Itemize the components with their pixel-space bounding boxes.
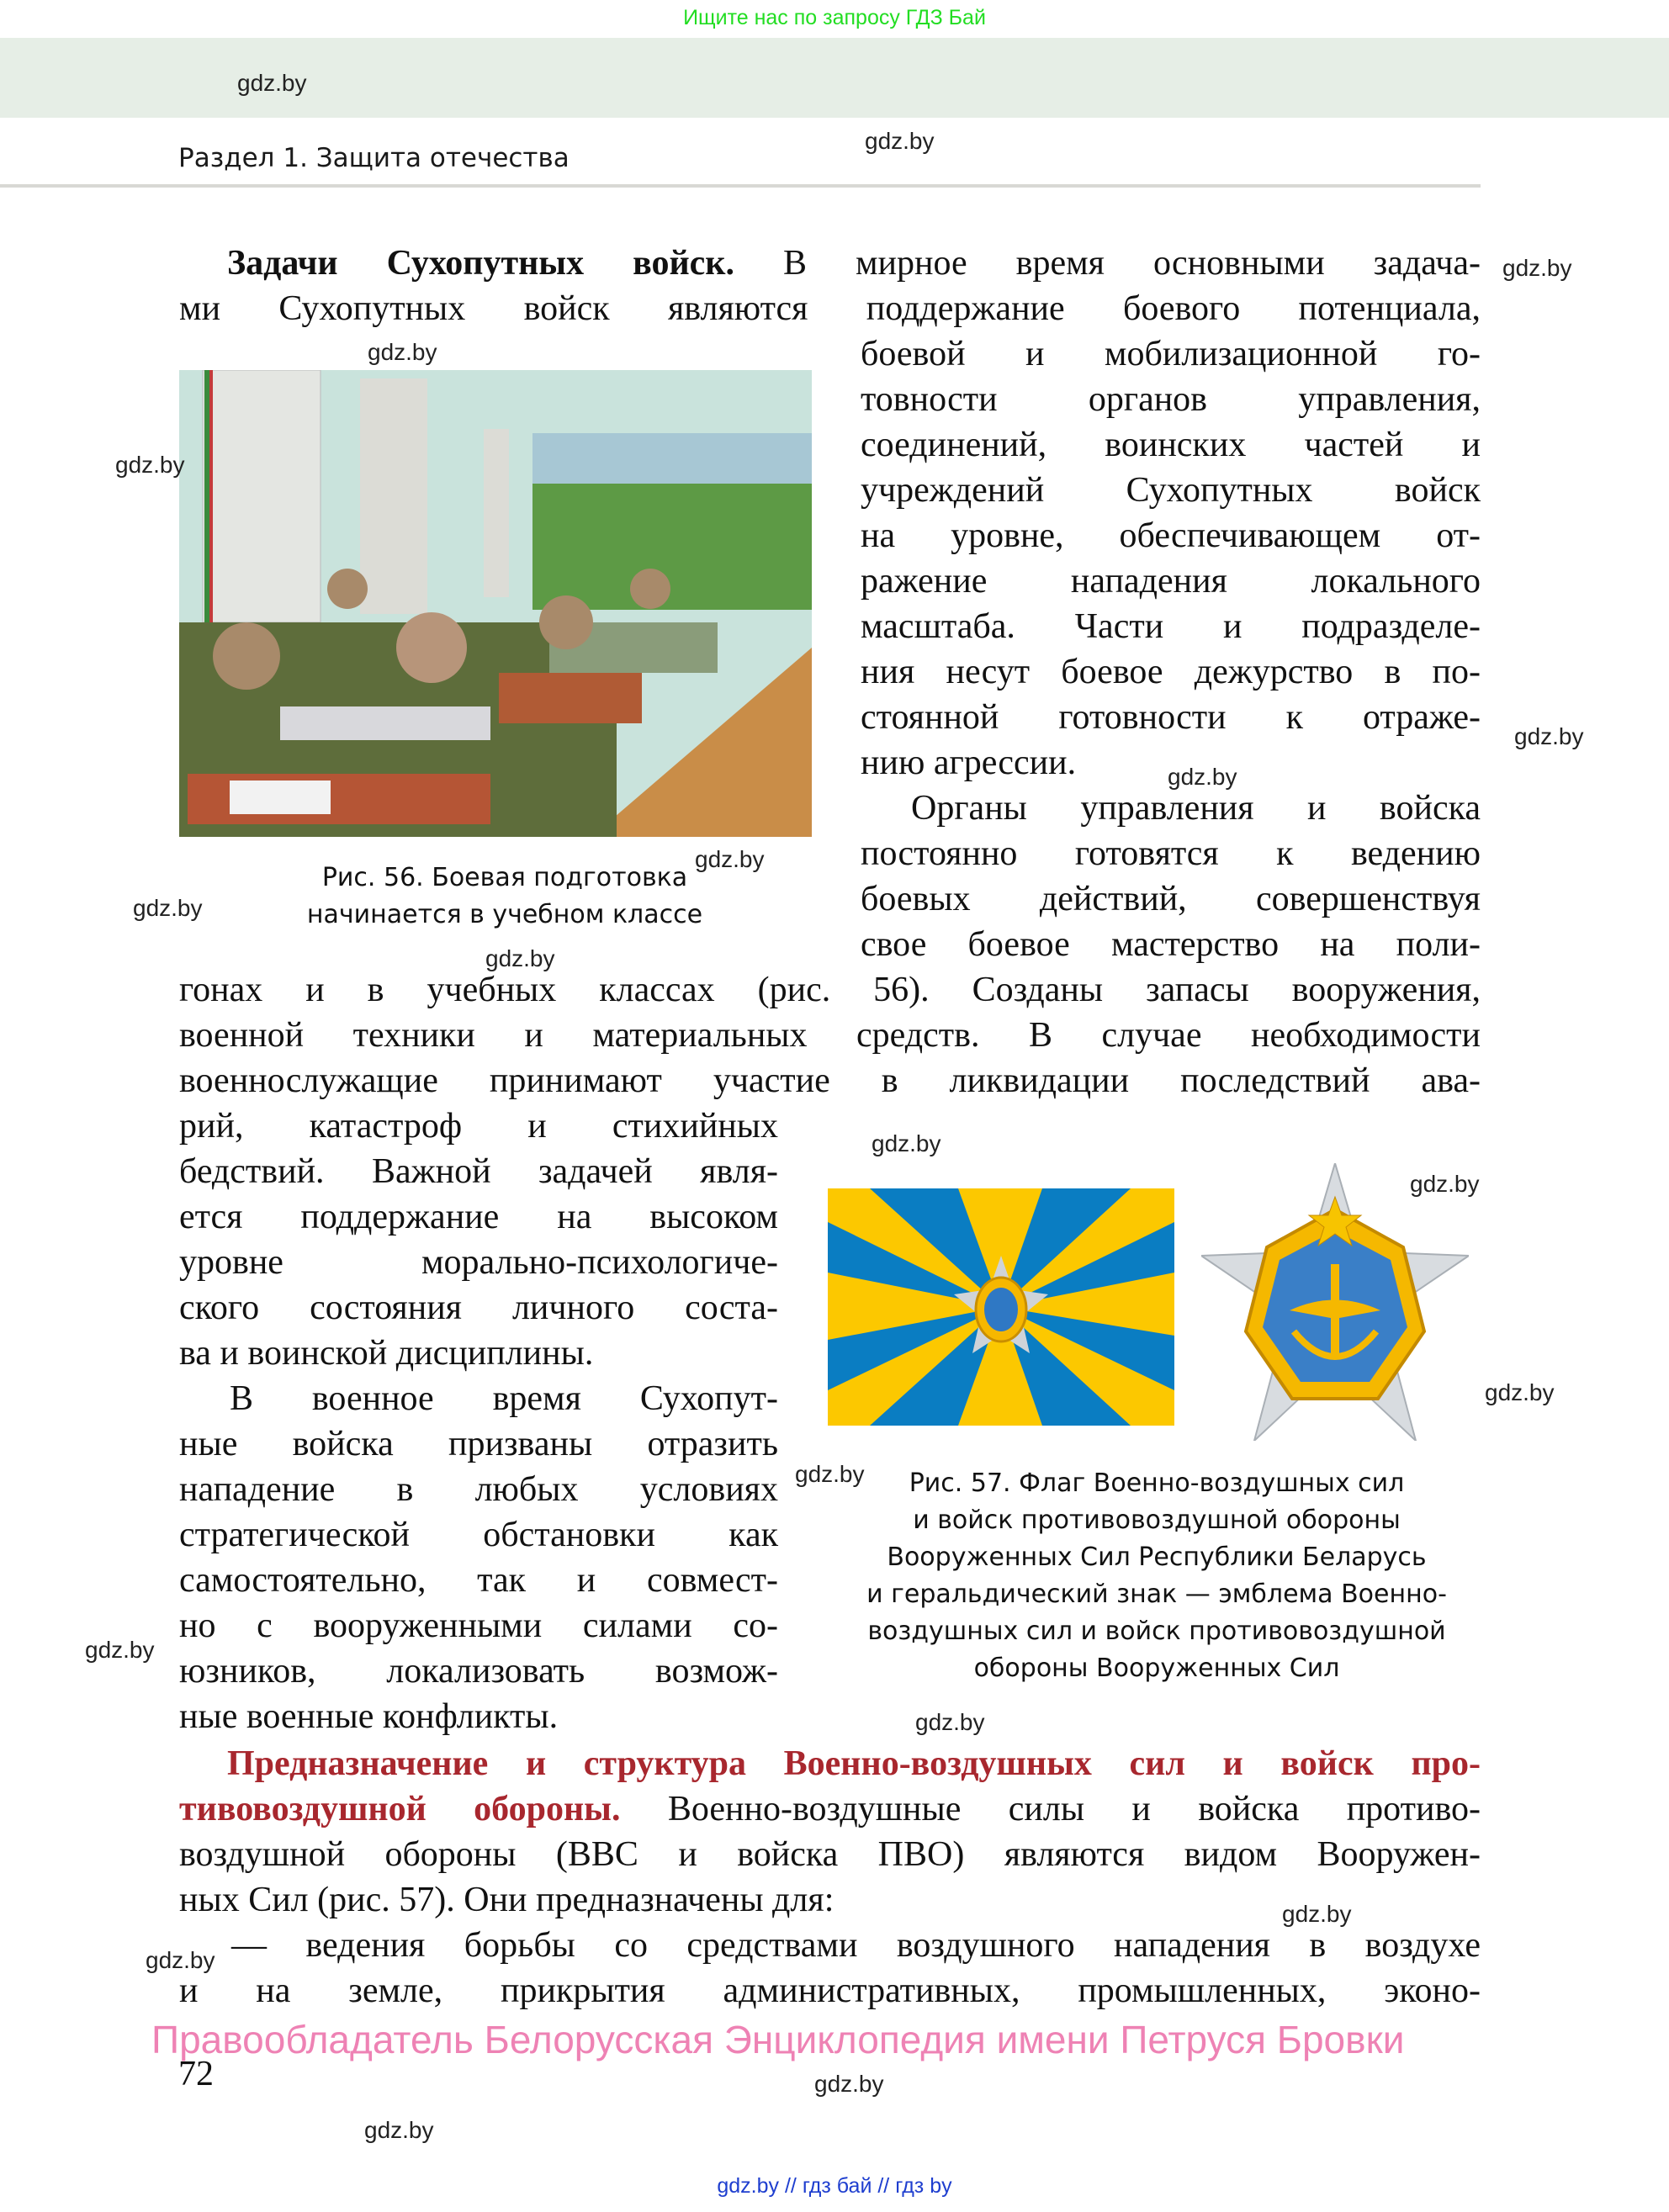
flag-icon <box>828 1188 1174 1426</box>
list-item: — ведения борьбы со средствами воздушного нападения в воздухе <box>231 1926 1481 1965</box>
watermark-text: gdz.by <box>133 895 203 921</box>
watermark-text: gdz.by <box>85 1637 155 1663</box>
paragraph-line: ется поддержание на высоком <box>179 1198 778 1236</box>
section-header: Раздел 1. Защита отечества <box>178 143 570 173</box>
watermark-text: gdz.by <box>865 128 935 154</box>
paragraph-line: боевой и мобилизационной го- <box>861 335 1481 373</box>
paragraph-line: ные военные конфликты. <box>179 1697 559 1736</box>
paragraph-line: но с вооруженными силами со- <box>179 1606 778 1645</box>
watermark-text: gdz.by <box>1502 255 1572 281</box>
paragraph-line: уровне морально-психологиче- <box>179 1243 778 1282</box>
paragraph-line: ми Сухопутных войск являются поддержание боевого потенциала, <box>179 289 1481 328</box>
paragraph-line: ния несут боевое дежурство в по- <box>861 653 1481 691</box>
paragraph-line: масштаба. Части и подразделе- <box>861 607 1481 646</box>
paragraph-line: товности органов управления, <box>861 380 1481 419</box>
paragraph-line: и на земле, прикрытия административных, промышленных, эконо- <box>179 1971 1481 2010</box>
paragraph-line: военнослужащие принимают участие в ликвидации последствий ава- <box>179 1061 1481 1100</box>
paragraph-line: ражение нападения локального <box>861 562 1481 601</box>
watermark-text: gdz.by <box>368 339 437 365</box>
watermark-text: gdz.by <box>1514 723 1584 749</box>
watermark-text: gdz.by <box>814 2071 884 2097</box>
watermark-text: gdz.by <box>146 1947 215 1973</box>
paragraph-line: на уровне, обеспечивающем от- <box>861 516 1481 555</box>
paragraph-line: военной техники и материальных средств. В случае необходимости <box>179 1016 1481 1055</box>
air-force-emblem <box>1201 1163 1469 1441</box>
paragraph-line: тивовоздушной обороны. Военно-воздушные силы и войска противо- <box>179 1790 1481 1828</box>
paragraph-line: юзников, локализовать возмож- <box>179 1652 778 1691</box>
paragraph-line: стоянной готовности к отраже- <box>861 698 1481 737</box>
paragraph-line: бедствий. Важной задачей явля- <box>179 1152 778 1191</box>
watermark-text: gdz.by <box>237 70 307 96</box>
watermark-text: gdz.by <box>1168 764 1237 790</box>
watermark-text: gdz.by <box>695 846 765 872</box>
watermark-text: gdz.by <box>915 1709 985 1735</box>
air-force-flag <box>828 1188 1174 1426</box>
paragraph-line: ные войска призваны отразить <box>179 1425 778 1463</box>
paragraph-line: ва и воинской дисциплины. <box>179 1334 594 1373</box>
watermark-text: gdz.by <box>485 945 555 971</box>
paragraph-line: соединений, воинских частей и <box>861 426 1481 464</box>
paragraph-line: боевых действий, совершенствуя <box>861 880 1481 918</box>
fig56-caption: Рис. 56. Боевая подготовка начинается в учебном классе <box>306 863 703 929</box>
watermark-text: gdz.by <box>1282 1901 1352 1927</box>
paragraph-line: В военное время Сухопут- <box>230 1379 778 1418</box>
paragraph-line: гонах и в учебных классах (рис. 56). Созданы запасы вооружения, <box>179 971 1481 1009</box>
paragraph-line: воздушной обороны (ВВС и войска ПВО) являются видом Вооружен- <box>179 1835 1481 1874</box>
heading-land-forces: Задачи Сухопутных войск. <box>227 244 735 283</box>
page-number: 72 <box>178 2055 214 2093</box>
paragraph-line: рий, катастроф и стихийных <box>179 1107 778 1146</box>
search-banner: Ищите нас по запросу ГДЗ Бай <box>683 6 986 29</box>
paragraph-line: нападение в любых условиях <box>179 1470 778 1509</box>
watermark-text: gdz.by <box>795 1461 865 1487</box>
photo-classroom <box>179 370 812 837</box>
watermark-text: gdz.by <box>364 2117 434 2143</box>
copyright-notice: Правообладатель Белорусская Энциклопедия имени Петруся Бровки <box>151 2018 1405 2061</box>
watermark-text: gdz.by <box>115 452 185 478</box>
paragraph-line: свое боевое мастерство на поли- <box>861 925 1481 964</box>
watermark-text: gdz.by <box>1410 1171 1480 1197</box>
footer-links[interactable]: gdz.by // гдз бай // гдз by <box>717 2174 952 2198</box>
heading-air-force-structure: Предназначение и структура Военно-воздушных сил и войск про- <box>227 1744 1481 1783</box>
paragraph-line: самостоятельно, так и совмест- <box>179 1561 778 1600</box>
paragraph-line: учреждений Сухопутных войск <box>861 471 1481 510</box>
paragraph-line: Задачи Сухопутных войск. В мирное время основными задача- <box>227 244 1481 283</box>
paragraph-line: ского состояния личного соста- <box>179 1289 778 1327</box>
paragraph-line: постоянно готовятся к ведению <box>861 834 1481 873</box>
watermark-text: gdz.by <box>1485 1379 1555 1405</box>
emblem-icon <box>1201 1163 1469 1441</box>
watermark-text: gdz.by <box>872 1130 941 1156</box>
fig57-caption: Рис. 57. Флаг Военно-воздушных сил и войск противовоздушной обороны Вооруженных Сил Республики Беларусь и геральдический знак — эмблема Военно- воздушных сил и войск противовоздушной обороны Вооруженных Сил <box>866 1468 1447 1683</box>
paragraph-line: стратегической обстановки как <box>179 1516 778 1554</box>
header-divider <box>0 184 1481 188</box>
paragraph-line: ных Сил (рис. 57). Они предназначены для: <box>179 1881 834 1919</box>
classroom-photo-illustration <box>179 370 812 837</box>
paragraph-line: нию агрессии. <box>861 744 1077 782</box>
paragraph-line: Органы управления и войска <box>911 789 1481 828</box>
